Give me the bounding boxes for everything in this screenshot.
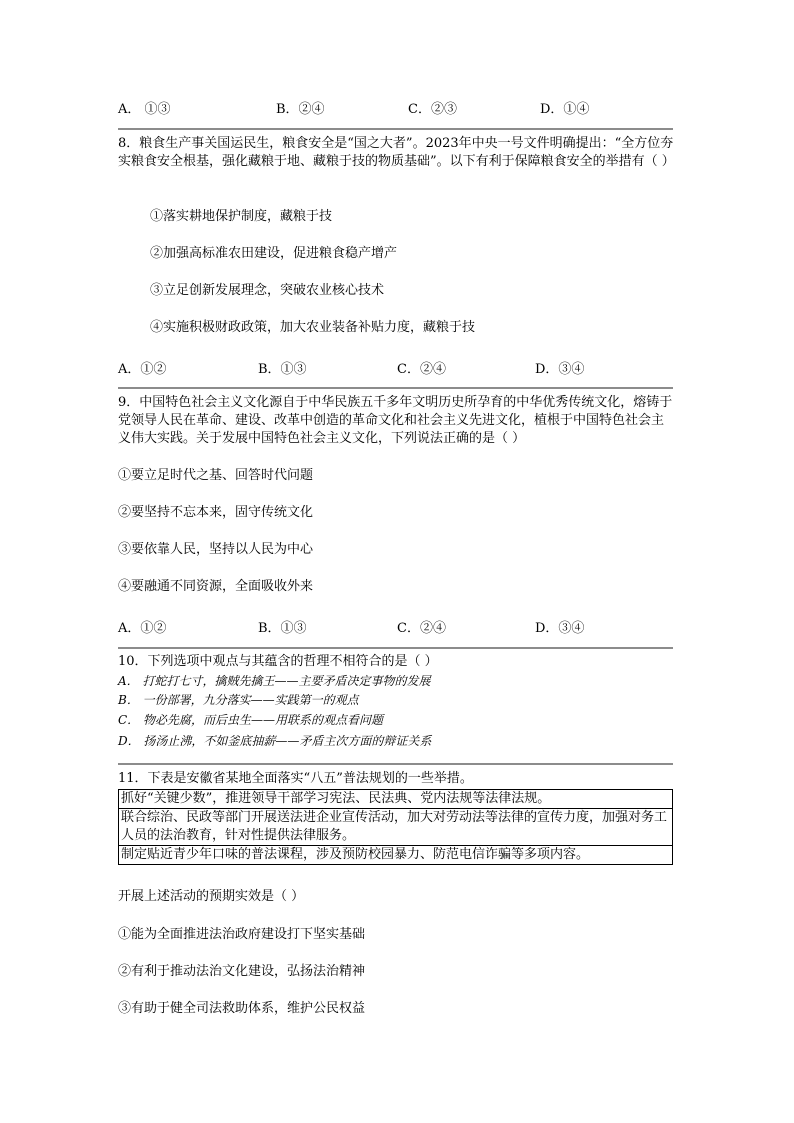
q9-option-d: D．③④ <box>535 621 585 636</box>
table-cell: 联合综治、民政等部门开展送法进企业宣传活动，加大对劳动法等法律的宣传力度，加强对务工人员的法治教育，针对性提供法律服务。 <box>119 809 673 846</box>
q10-option-c: C． 物必先腐，而后虫生——用联系的观点看问题 <box>118 713 383 727</box>
q9-item-1: ①要立足时代之基、回答时代问题 <box>118 468 314 483</box>
divider <box>118 647 673 649</box>
measures-table <box>118 789 673 865</box>
q7-option-d: D．①④ <box>540 102 590 117</box>
q9-option-c: C．②④ <box>397 621 446 636</box>
q8-item-3: ③立足创新发展理念，突破农业核心技术 <box>150 283 385 298</box>
q11-question: 开展上述活动的预期实效是（ ） <box>118 889 305 904</box>
q8-option-a: A．①② <box>118 362 167 377</box>
q8-item-1: ①落实耕地保护制度，藏粮于技 <box>150 209 333 224</box>
q9-option-b: B．①③ <box>258 621 307 636</box>
q8-option-d: D．③④ <box>535 362 585 377</box>
q9-option-a: A．①② <box>118 621 167 636</box>
q8-stem: 8．粮食生产事关国运民生，粮食安全是“国之大者”。2023年中央一号文件明确提出：“全方位夯实粮食安全根基，强化藏粮于地、藏粮于技的物质基础”。以下有利于保障粮食安全的举措有（ ） <box>118 136 675 169</box>
q9-stem: 9．中国特色社会主义文化源自于中华民族五千多年文明历史所孕育的中华优秀传统文化，熔铸于党领导人民在革命、建设、改革中创造的革命文化和社会主义先进文化，植根于中国特色社会主义伟大实践。关于发展中国特色社会主义文化，下列说法正确的是（ ） <box>118 395 673 446</box>
q9-item-4: ④要融通不同资源，全面吸收外来 <box>118 579 314 594</box>
q9-item-3: ③要依靠人民，坚持以人民为中心 <box>118 542 314 557</box>
q8-item-2: ②加强高标准农田建设，促进粮食稳产增产 <box>150 246 398 261</box>
q8-item-4: ④实施积极财政政策，加大农业装备补贴力度，藏粮于技 <box>150 320 476 335</box>
q9-item-2: ②要坚持不忘本来，固守传统文化 <box>118 505 314 520</box>
q11-stem: 11．下表是安徽省某地全面落实“八五”普法规划的一些举措。 <box>118 771 473 786</box>
divider <box>118 763 673 765</box>
q8-option-c: C．②④ <box>397 362 446 377</box>
divider <box>118 128 673 130</box>
q10-option-d: D． 扬汤止沸，不如釜底抽薪——矛盾主次方面的辩证关系 <box>118 734 432 748</box>
q8-option-b: B．①③ <box>258 362 307 377</box>
q7-option-a: A． ①③ <box>118 102 171 117</box>
q11-item-2: ②有利于推动法治文化建设，弘扬法治精神 <box>118 964 366 979</box>
q10-stem: 10．下列选项中观点与其蕴含的哲理不相符合的是（ ） <box>118 654 438 669</box>
table-cell: 制定贴近青少年口味的普法课程，涉及预防校园暴力、防范电信诈骗等多项内容。 <box>119 846 673 865</box>
table-row <box>119 790 673 809</box>
divider <box>118 387 673 389</box>
table-cell: 抓好“关键少数”，推进领导干部学习宪法、民法典、党内法规等法律法规。 <box>119 790 673 809</box>
q10-option-b: B． 一份部署，九分落实——实践第一的观点 <box>118 693 359 707</box>
table-row <box>119 846 673 865</box>
q11-item-3: ③有助于健全司法救助体系，维护公民权益 <box>118 1001 366 1016</box>
q10-option-a: A． 打蛇打七寸，擒贼先擒王——主要矛盾决定事物的发展 <box>118 674 431 688</box>
table-row <box>119 809 673 846</box>
q7-option-c: C．②③ <box>408 102 457 117</box>
q11-item-1: ①能为全面推进法治政府建设打下坚实基础 <box>118 927 366 942</box>
q7-option-b: B．②④ <box>276 102 325 117</box>
